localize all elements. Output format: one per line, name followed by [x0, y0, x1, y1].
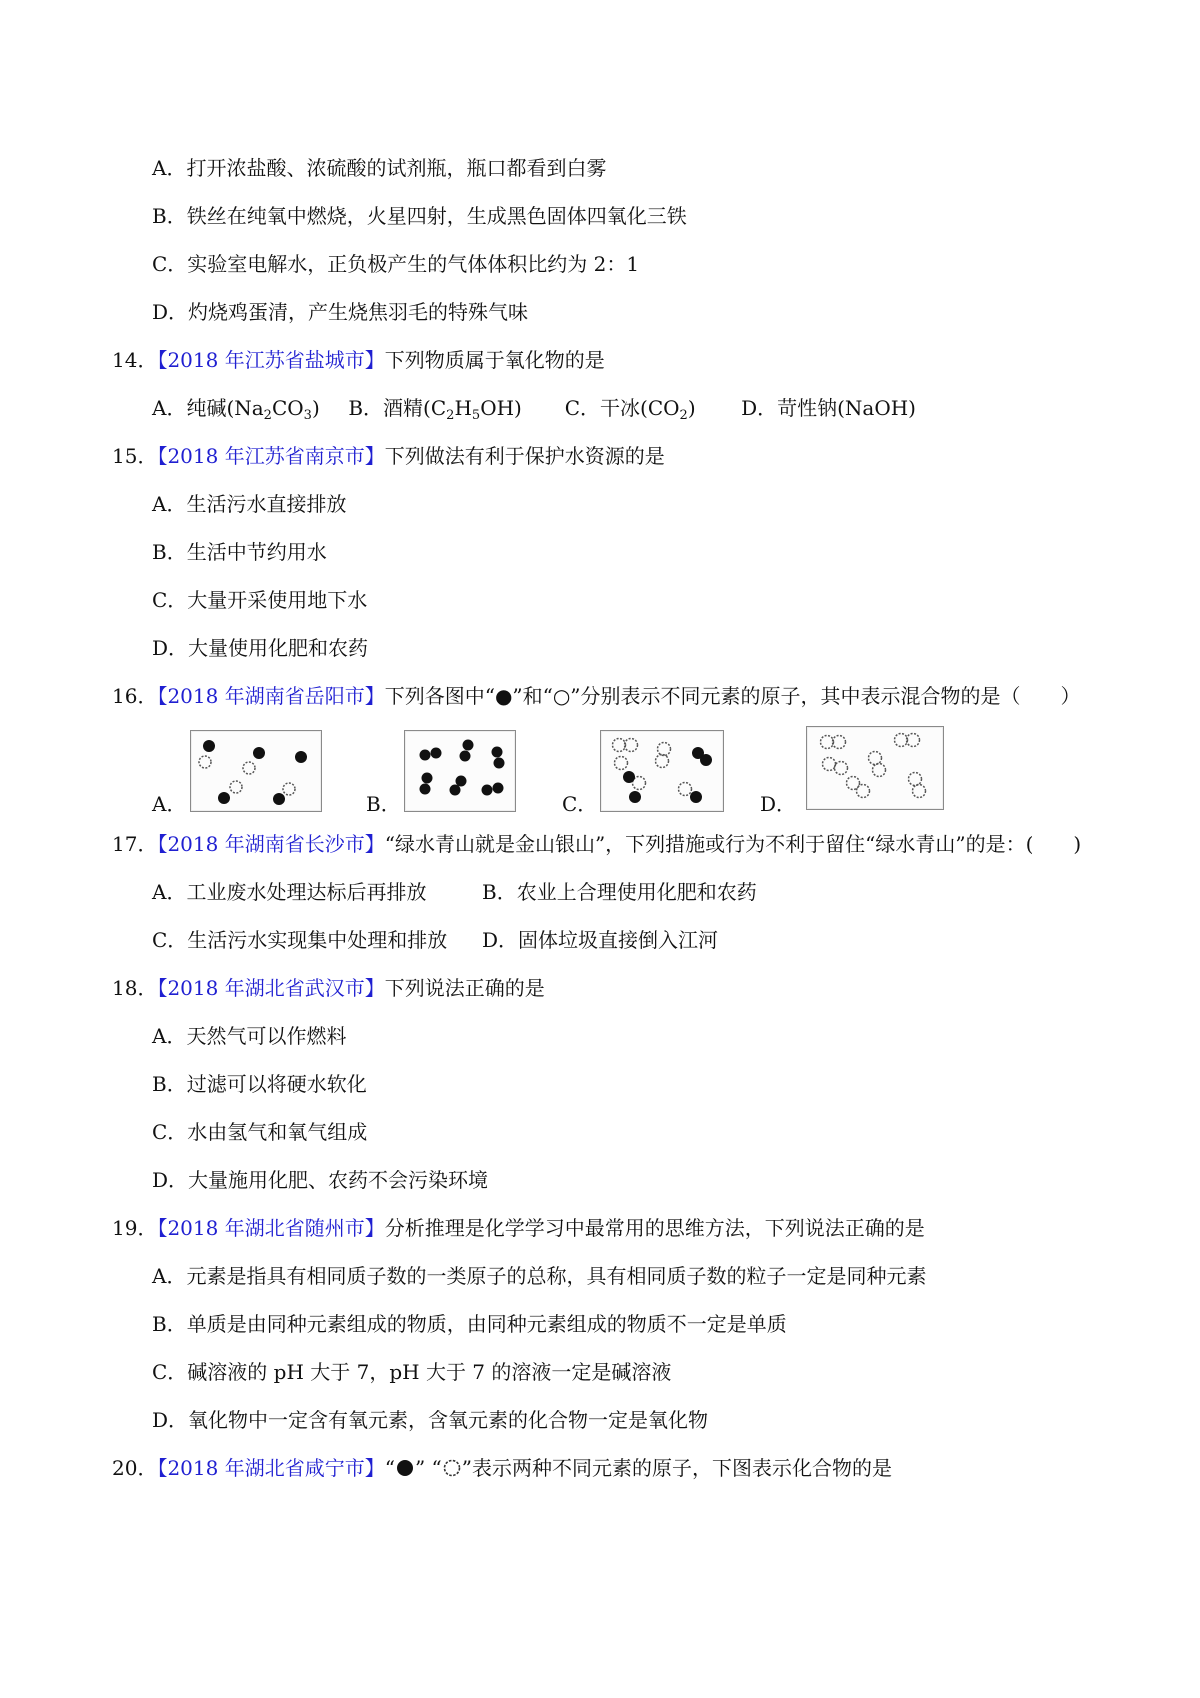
- molecule-diagram-b: [405, 731, 515, 811]
- q13-option-d: D．灼烧鸡蛋清，产生烧焦羽毛的特殊气味: [152, 300, 529, 324]
- q17-option-b: B．农业上合理使用化肥和农药: [482, 880, 757, 904]
- question-stem: 下列说法正确的是: [384, 976, 545, 1000]
- q14-option-b: B．酒精$(C_2H_5OH)$: [348, 396, 522, 423]
- q16-label-a: A．: [152, 792, 187, 816]
- question-19: [112, 1214, 925, 1242]
- question-18: [112, 974, 545, 1002]
- q16-label-d: D．: [760, 792, 797, 816]
- q17-option-d: D．固体垃圾直接倒入江河: [482, 928, 719, 952]
- molecule-diagram-c: [601, 731, 723, 811]
- q14-option-d: D．苛性钠(NaOH): [741, 396, 916, 420]
- q17-options-row1: [152, 878, 757, 906]
- q18-option-d: D．大量施用化肥、农药不会污染环境: [152, 1168, 489, 1192]
- q19-option-d: D．氧化物中一定含有氧元素，含氧元素的化合物一定是氧化物: [152, 1408, 709, 1432]
- question-17: [112, 830, 1102, 858]
- question-stem: ”表示两种不同元素的原子，下图表示化合物的是: [461, 1456, 892, 1480]
- hollow-atom-icon: [442, 1458, 462, 1478]
- question-20: 20．【2018 年湖北省咸宁市】“ ” “ ”表示两种不同元素的原子，下图表示化合物的是: [112, 1456, 892, 1480]
- question-stem: “绿水青山就是金山银山”，下列措施或行为不利于留住“绿水青山”的是：( ): [384, 832, 1082, 856]
- question-16: [112, 682, 1081, 710]
- q13-option-c: C．实验室电解水，正负极产生的气体体积比约为 2：1: [152, 252, 640, 276]
- q16-diagram-a: [190, 730, 322, 812]
- q16-label-c: C．: [562, 792, 598, 816]
- q16-label-b: B．: [366, 792, 401, 816]
- question-source: 【2018 年湖南省长沙市】: [157, 832, 385, 856]
- question-source: 【2018 年江苏省盐城市】: [157, 348, 385, 372]
- question-number: 18．: [112, 976, 158, 1000]
- q15-option-d: D．大量使用化肥和农药: [152, 636, 369, 660]
- question-number: 19．: [112, 1216, 158, 1240]
- q19-option-c: C．碱溶液的 pH 大于 7，pH 大于 7 的溶液一定是碱溶液: [152, 1360, 672, 1384]
- question-number: 16．: [112, 684, 158, 708]
- q17-option-a: A．工业废水处理达标后再排放: [152, 880, 427, 904]
- question-source: 【2018 年湖北省咸宁市】: [157, 1456, 385, 1480]
- q18-option-b: B．过滤可以将硬水软化: [152, 1072, 367, 1096]
- q14-option-a: A．纯碱$(Na_2CO_3)$: [152, 396, 320, 423]
- q19-option-b: B．单质是由同种元素组成的物质，由同种元素组成的物质不一定是单质: [152, 1312, 787, 1336]
- q17-option-c: C．生活污水实现集中处理和排放: [152, 928, 448, 952]
- q19-option-a: A．元素是指具有相同质子数的一类原子的总称，具有相同质子数的粒子一定是同种元素: [152, 1264, 927, 1288]
- q13-option-a: A．打开浓盐酸、浓硫酸的试剂瓶，瓶口都看到白雾: [152, 156, 607, 180]
- q16-diagram-b: [404, 730, 516, 812]
- q16-diagram-c: [600, 730, 724, 812]
- filled-atom-icon: [395, 1458, 415, 1478]
- question-number: 17．: [112, 832, 158, 856]
- q13-option-b: B．铁丝在纯氧中燃烧，火星四射，生成黑色固体四氧化三铁: [152, 204, 687, 228]
- q15-option-b: B．生活中节约用水: [152, 540, 327, 564]
- question-15: [112, 442, 665, 470]
- question-number: 14．: [112, 348, 158, 372]
- question-number: 15．: [112, 444, 158, 468]
- q16-diagram-d: [806, 726, 944, 810]
- q18-option-a: A．天然气可以作燃料: [152, 1024, 347, 1048]
- q14-option-c: C．干冰$(CO_2)$: [564, 396, 696, 423]
- q18-option-c: C．水由氢气和氧气组成: [152, 1120, 368, 1144]
- question-stem: 下列各图中“●”和“○”分别表示不同元素的原子，其中表示混合物的是（ ）: [384, 684, 1081, 708]
- question-source: 【2018 年江苏省南京市】: [157, 444, 385, 468]
- question-source: 【2018 年湖北省武汉市】: [157, 976, 385, 1000]
- molecule-diagram-d: [807, 727, 943, 809]
- question-number: 20．: [112, 1456, 158, 1480]
- q15-option-a: A．生活污水直接排放: [152, 492, 347, 516]
- q14-options: [152, 394, 916, 422]
- question-stem: 下列做法有利于保护水资源的是: [384, 444, 665, 468]
- question-stem: 分析推理是化学学习中最常用的思维方法，下列说法正确的是: [384, 1216, 925, 1240]
- question-source: 【2018 年湖北省随州市】: [157, 1216, 385, 1240]
- question-14: [112, 346, 605, 374]
- question-source: 【2018 年湖南省岳阳市】: [157, 684, 385, 708]
- question-stem: 下列物质属于氧化物的是: [384, 348, 605, 372]
- molecule-diagram-a: [191, 731, 321, 811]
- q15-option-c: C．大量开采使用地下水: [152, 588, 368, 612]
- q17-options-row2: [152, 926, 718, 954]
